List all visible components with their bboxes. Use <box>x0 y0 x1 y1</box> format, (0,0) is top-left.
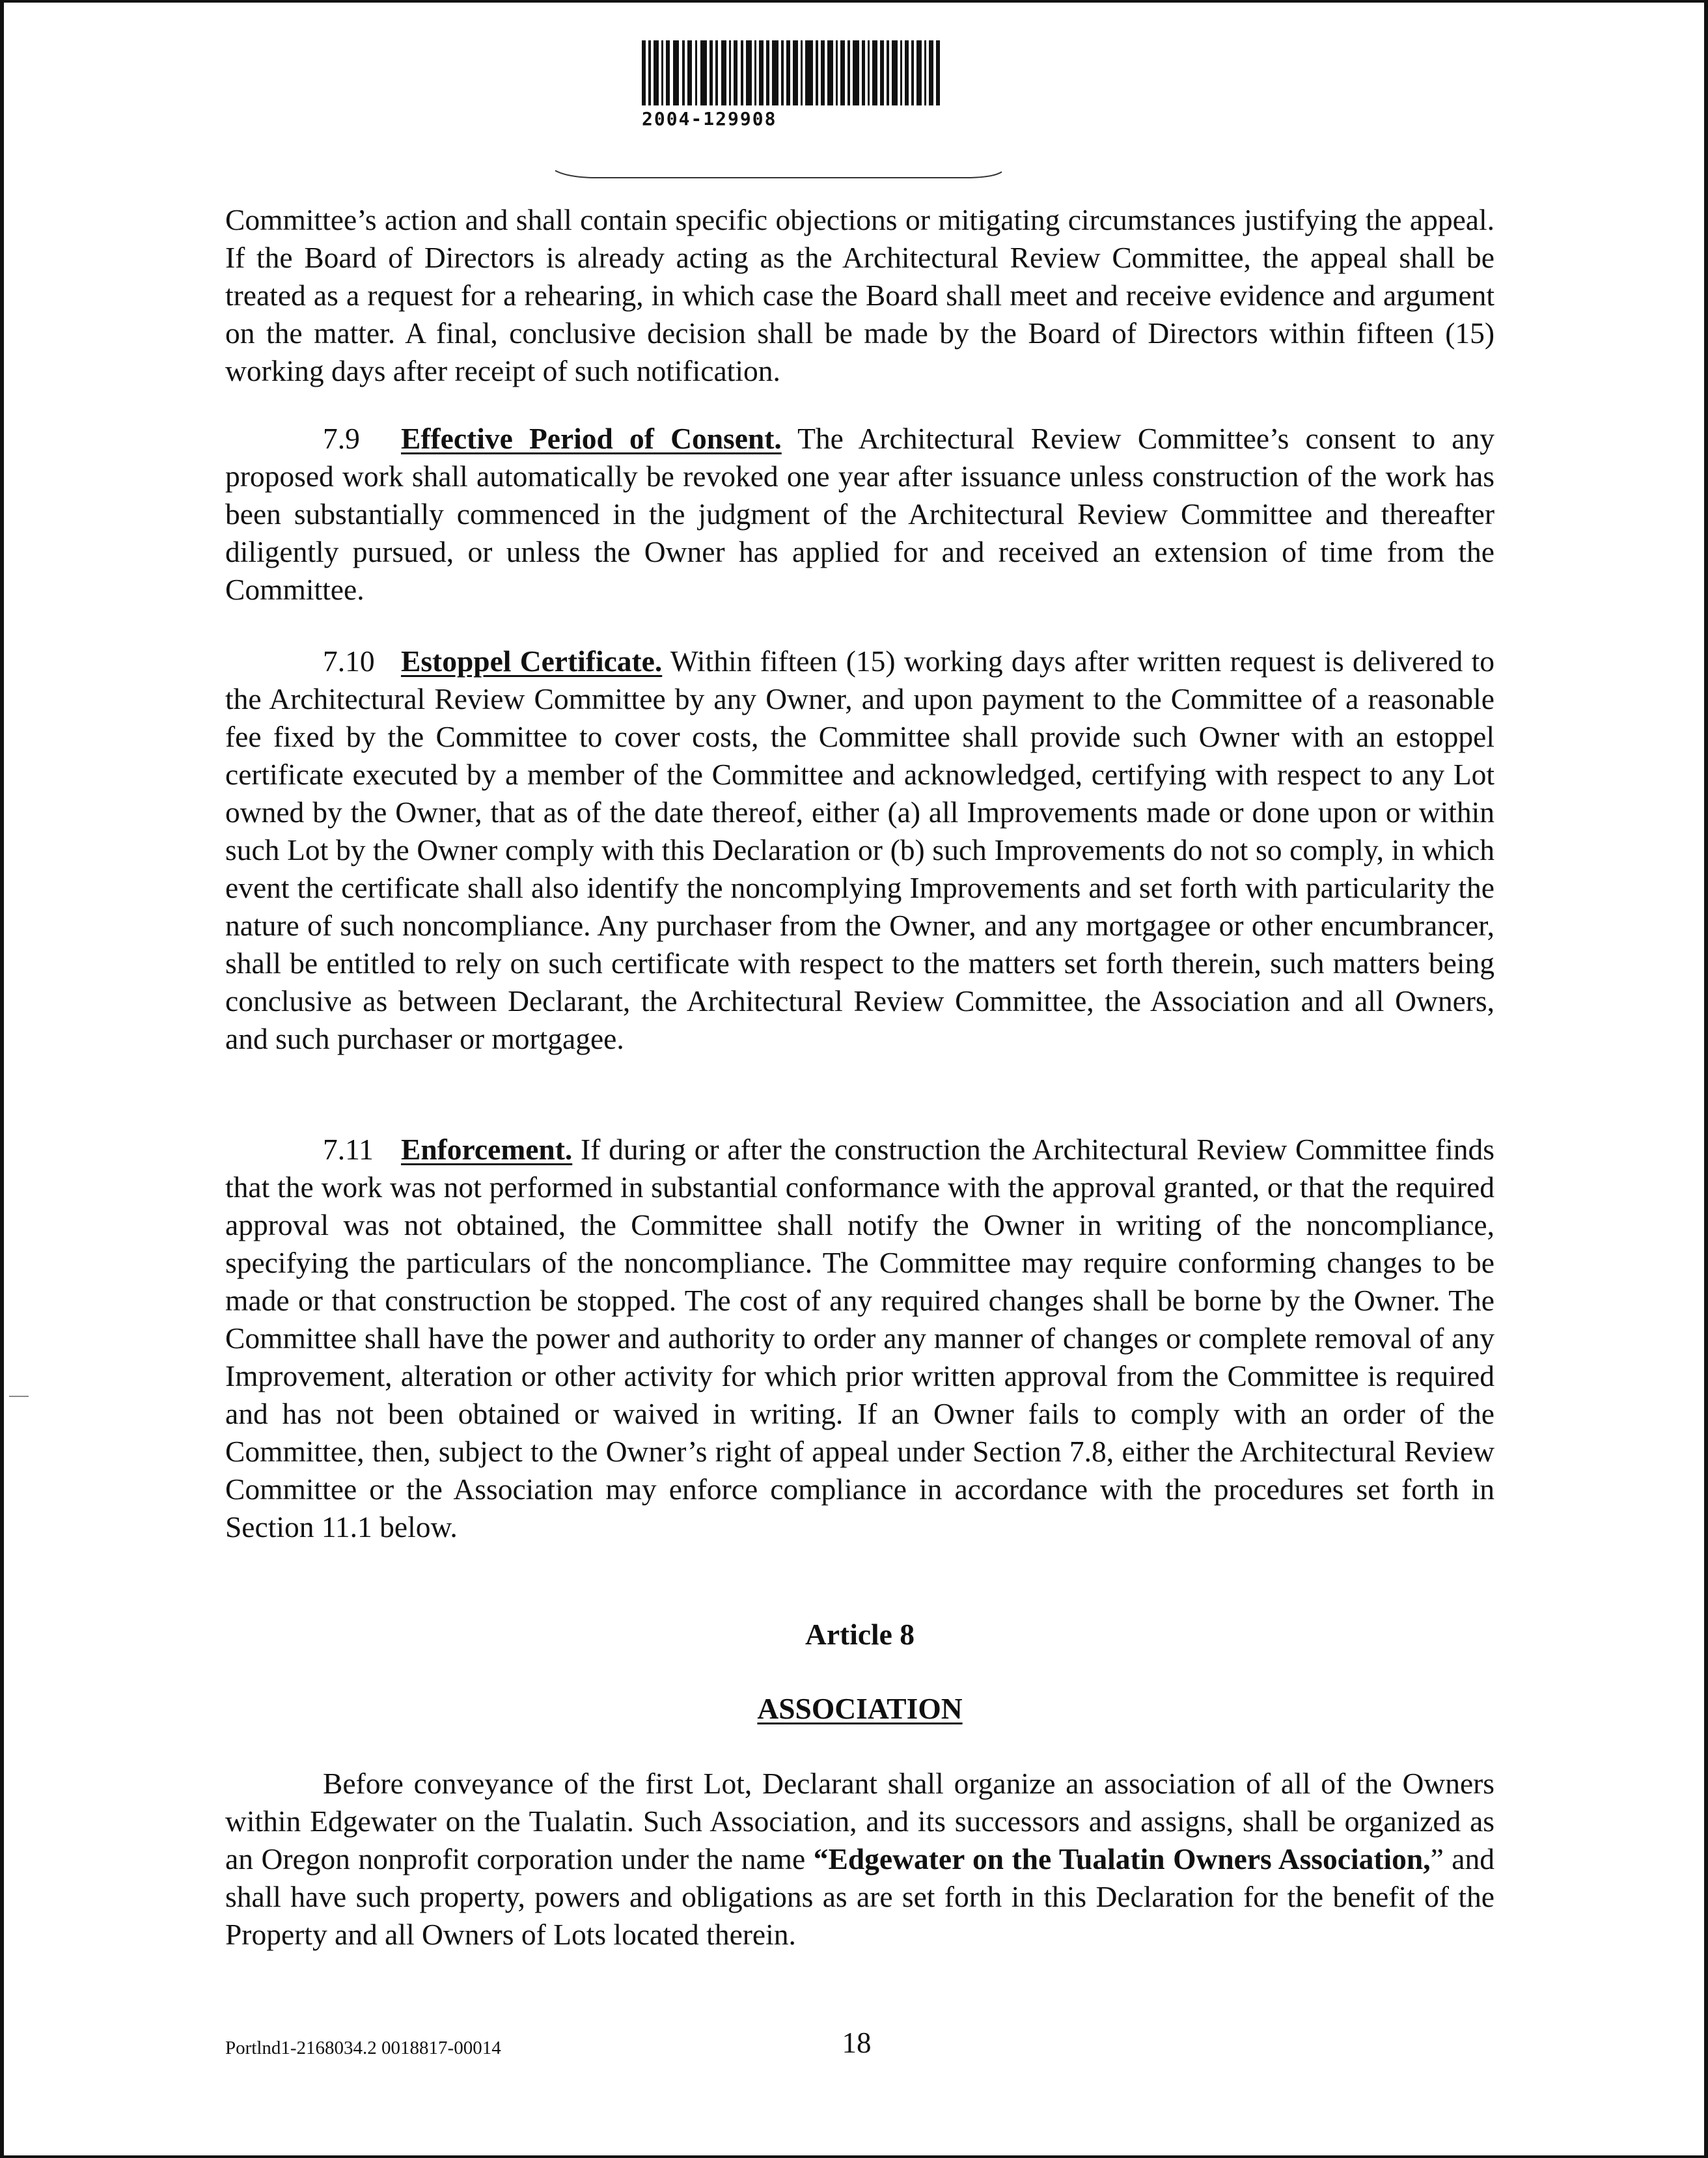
section-7-9-body: The Architectural Review Committee’s consent to any proposed work shall automatically be revoked one year after issuance unless construction of the work has been substantially commenced in the judgment of the Architectural Review Committee and thereafter diligently pursued, or unless the Owner has applied for and received an extension of time from the Committee. <box>225 422 1494 606</box>
paragraph-intro <box>225 201 1494 390</box>
section-7-9-heading: Effective Period of Consent. <box>401 422 782 455</box>
intro-text: Committee’s action and shall contain specific objections or mitigating circumstances justifying the appeal. If the Board of Directors is already acting as the Architectural Review Committee, the appeal shall be treated as a request for a rehearing, in which case the Board shall meet and receive evidence and argument on the matter. A final, conclusive decision shall be made by the Board of Directors within fifteen (15) working days after receipt of such notification. <box>225 203 1494 387</box>
section-7-11 <box>225 1131 1494 1546</box>
article-subtitle-text: ASSOCIATION <box>757 1692 963 1725</box>
section-7-11-heading: Enforcement. <box>401 1133 573 1166</box>
association-name: “Edgewater on the Tualatin Owners Association, <box>813 1842 1431 1875</box>
section-7-11-paragraph <box>225 1131 1494 1546</box>
section-7-11-body: If during or after the construction the Architectural Review Committee finds that the work was not performed in substantial conformance with the approval granted, or that the required approval was not obtained, the Committee shall notify the Owner in writing of the noncompliance, specifying the particulars of the noncompliance. The Committee may require conforming changes to be made or that construction be stopped. The cost of any required changes shall be borne by the Owner. The Committee shall have the power and authority to order any manner of changes or complete removal of any Improvement, alteration or other activity for which prior written approval from the Committee is required and has not been obtained or waived in writing. If an Owner fails to comply with an order of the Committee, then, subject to the Owner’s right of appeal under Section 7.8, either the Architectural Review Committee or the Association may enforce compliance in accordance with the procedures set forth in Section 11.1 below. <box>225 1133 1494 1543</box>
article-8-paragraph <box>225 1765 1494 1954</box>
section-7-10 <box>225 643 1494 1058</box>
article-8-body <box>225 1765 1494 1954</box>
section-7-10-body: Within fifteen (15) working days after written request is delivered to the Architectural Review Committee by any Owner, and upon payment to the Committee of a reasonable fee fixed by the Committee to cover costs, the Committee shall provide such Owner with an estoppel certificate executed by a member of the Committee and acknowledged, certifying with respect to any Lot owned by the Owner, that as of the date thereof, either (a) all Improvements made or done upon or within such Lot by the Owner comply with this Declaration or (b) such Improvements do not so comply, in which event the certificate shall also identify the noncomplying Improvements and set forth with particularity the nature of such noncompliance. Any purchaser from the Owner, and any mortgagee or other encumbrancer, shall be entitled to rely on such certificate with respect to the matters set forth therein, such matters being conclusive as between Declarant, the Architectural Review Committee, the Association and all Owners, and such purchaser or mortgagee. <box>225 644 1495 1055</box>
article-title: Article 8 <box>805 1618 915 1651</box>
decorative-rule <box>554 169 1003 181</box>
page-number: 18 <box>842 2027 872 2059</box>
section-7-11-number: 7.11 <box>323 1133 374 1166</box>
section-7-9 <box>225 420 1494 609</box>
article-8-body-after: ” and shall have such property, powers and obligations as are set forth in this Declaration for the benefit of the Property and all Owners of Lots located therein. <box>225 1842 1494 1951</box>
section-7-9-number: 7.9 <box>323 422 360 455</box>
barcode-image <box>642 40 941 105</box>
document-reference: Portlnd1-2168034.2 0018817-00014 <box>225 2038 501 2058</box>
section-7-10-heading: Estoppel Certificate. <box>401 644 663 678</box>
barcode-number: 2004-129908 <box>642 108 777 130</box>
article-subtitle <box>225 1691 1494 1726</box>
margin-mark <box>9 1396 29 1397</box>
section-7-10-paragraph <box>225 643 1494 1058</box>
barcode-block <box>642 40 948 130</box>
section-7-10-number: 7.10 <box>323 644 375 678</box>
article-8-body-before: Before conveyance of the first Lot, Declarant shall organize an association of all of the Owners within Edgewater on the Tualatin. Such Association, and its successors and assigns, shall be organized as an Oregon nonprofit corporation under the name <box>225 1767 1494 1875</box>
section-7-9-paragraph <box>225 420 1494 609</box>
